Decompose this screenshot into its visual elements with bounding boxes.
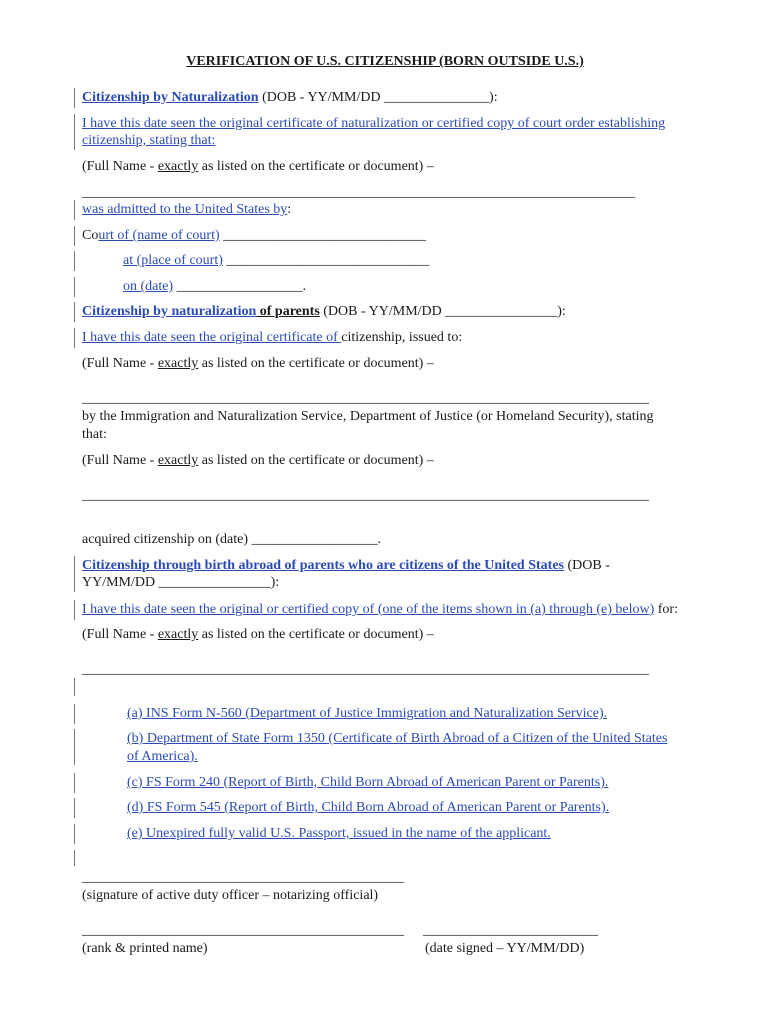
full-name-prefix: (Full Name - — [82, 627, 158, 642]
document-item-c: (c) FS Form 240 (Report of Birth, Child Born Abroad of American Parent or Parents). — [127, 775, 609, 790]
court-prefix: Co — [82, 228, 99, 243]
section-heading: Citizenship by Naturalization — [82, 90, 259, 105]
place-line — [123, 252, 429, 270]
full-name-label — [82, 452, 434, 470]
full-name-emphasis: exactly — [157, 627, 199, 642]
section-heading: Citizenship through birth abroad of parents who are citizens of the United States — [82, 558, 564, 573]
full-name-suffix: as listed on the certificate or document) – — [198, 453, 434, 468]
date-blank[interactable]: __________________. — [173, 279, 307, 294]
full-name-blank[interactable]: _________________________________________________________________________________ — [82, 391, 649, 406]
document-item-a: (a) INS Form N-560 (Department of Justice Immigration and Naturalization Service). — [127, 706, 608, 721]
change-bar — [74, 678, 75, 696]
ins-statement-line: by the Immigration and Naturalization Service, Department of Justice (or Homeland Security), stating — [82, 409, 654, 424]
section-birth-abroad-header — [82, 557, 610, 575]
admitted-label: was admitted to the United States by — [82, 202, 288, 217]
seen-statement-line — [82, 601, 678, 619]
section-heading-suffix: of parents — [256, 304, 320, 319]
document-item-d: (d) FS Form 545 (Report of Birth, Child Born Abroad of American Parent or Parents). — [127, 800, 610, 815]
place-label: at (place of court) — [123, 253, 223, 268]
full-name-emphasis: exactly — [157, 159, 199, 174]
full-name-label — [82, 158, 434, 176]
change-bar — [74, 600, 75, 620]
full-name-prefix: (Full Name - — [82, 356, 158, 371]
date-label: on (date) — [123, 279, 174, 294]
full-name-emphasis: exactly — [157, 356, 199, 371]
full-name-label — [82, 355, 434, 373]
change-bar — [74, 704, 75, 724]
date-line — [123, 278, 306, 296]
change-bar — [74, 226, 75, 246]
ins-statement-line: that: — [82, 427, 107, 442]
court-label: urt of (name of court) — [98, 228, 220, 243]
change-bar — [74, 798, 75, 818]
document-item-e: (e) Unexpired fully valid U.S. Passport, issued in the name of the applicant. — [127, 826, 551, 841]
admitted-line — [82, 201, 291, 219]
dob-field[interactable]: (DOB - YY/MM/DD ________________): — [319, 304, 566, 319]
form-title: VERIFICATION OF U.S. CITIZENSHIP (BORN OUTSIDE U.S.) — [186, 54, 584, 69]
admitted-colon: : — [287, 202, 292, 217]
date-signed-blank[interactable]: _________________________ — [423, 923, 598, 938]
signature-blank[interactable]: ______________________________________________ — [82, 870, 404, 885]
seen-statement-line: I have this date seen the original certificate of naturalization or certified copy of court order establishing — [82, 116, 666, 131]
change-bar — [74, 251, 75, 271]
full-name-suffix: as listed on the certificate or document) – — [198, 159, 434, 174]
seen-statement-text: citizenship, issued to: — [341, 330, 463, 345]
change-bar — [74, 88, 75, 108]
dob-field[interactable]: (DOB - YY/MM/DD _______________): — [262, 90, 498, 105]
full-name-prefix: (Full Name - — [82, 159, 158, 174]
seen-statement-line: citizenship, stating that: — [82, 133, 216, 148]
rank-name-label: (rank & printed name) — [82, 941, 208, 956]
full-name-prefix: (Full Name - — [82, 453, 158, 468]
change-bar — [74, 200, 75, 220]
full-name-label — [82, 626, 434, 644]
full-name-blank[interactable]: _________________________________________________________________________________ — [82, 488, 649, 503]
signature-label: (signature of active duty officer – notarizing official) — [82, 888, 379, 903]
seen-statement-line — [82, 329, 462, 347]
rank-name-blank[interactable]: ______________________________________________ — [82, 923, 404, 938]
seen-statement-text: for: — [654, 602, 678, 617]
place-blank[interactable]: _____________________________ — [222, 253, 430, 268]
full-name-suffix: as listed on the certificate or document) – — [198, 627, 434, 642]
dob-label: (DOB - — [563, 558, 610, 573]
court-line — [82, 227, 426, 245]
change-bar — [74, 114, 75, 150]
full-name-emphasis: exactly — [157, 453, 199, 468]
change-bar — [74, 556, 75, 592]
change-bar — [74, 277, 75, 297]
full-name-suffix: as listed on the certificate or document) – — [198, 356, 434, 371]
change-bar — [74, 824, 75, 844]
change-bar — [74, 850, 75, 866]
seen-statement-link: I have this date seen the original certificate of — [82, 330, 342, 345]
full-name-blank[interactable]: _______________________________________________________________________________ — [82, 185, 635, 200]
date-signed-label: (date signed – YY/MM/DD) — [425, 941, 585, 956]
section-heading: Citizenship by naturalization — [82, 304, 257, 319]
change-bar — [74, 302, 75, 322]
court-blank[interactable]: _____________________________ — [219, 228, 427, 243]
change-bar — [74, 773, 75, 793]
seen-statement-link: I have this date seen the original or certified copy of (one of the items shown in (a) through (e) below) — [82, 602, 655, 617]
document-item-b-cont: of America). — [127, 749, 198, 764]
dob-blank[interactable]: YY/MM/DD ________________): — [82, 575, 280, 590]
acquired-date-line[interactable]: acquired citizenship on (date) __________________. — [82, 532, 381, 547]
document-item-b: (b) Department of State Form 1350 (Certificate of Birth Abroad of a Citizen of the United States — [127, 731, 668, 746]
dob-field[interactable] — [82, 574, 279, 592]
full-name-blank[interactable]: _________________________________________________________________________________ — [82, 662, 649, 677]
change-bar — [74, 729, 75, 765]
change-bar — [74, 328, 75, 348]
section-naturalization-header — [82, 89, 498, 107]
section-parents-header — [82, 303, 566, 321]
